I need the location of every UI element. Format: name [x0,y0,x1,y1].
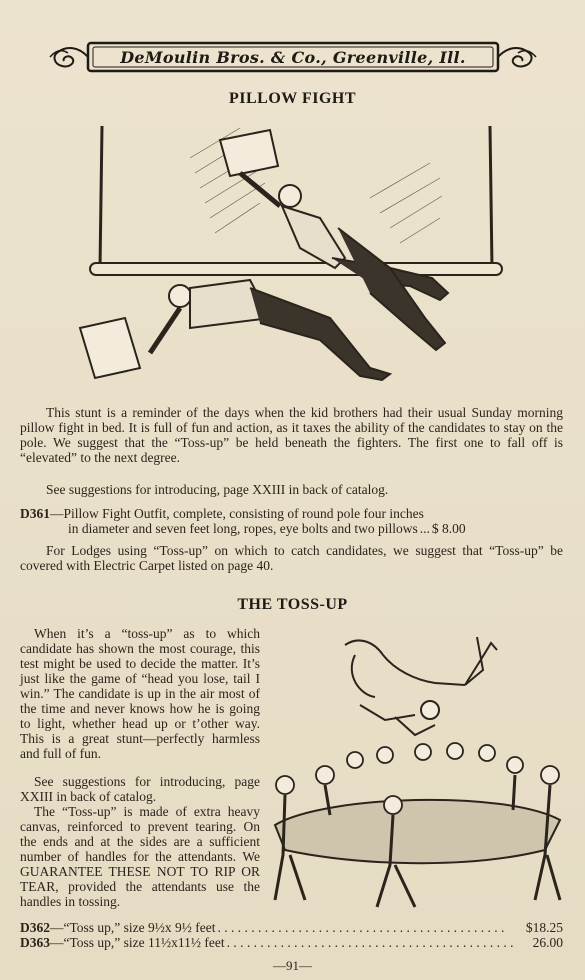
banner-title: DeMoulin Bros. & Co., Greenville, Ill. [120,47,466,67]
item-d362-desc: —“Toss up,” size 9½x 9½ feet [50,920,216,935]
item-d362: D362 —“Toss up,” size 9½x 9½ feet . . . . . . . . . . . . . . . . . . . . . . . . . . . . . . . . . . . . . . . . . . . $18.25 [20,920,563,935]
item-d363-price: 26.00 [532,935,563,950]
item-d361-price: $ 8.00 [431,521,466,536]
item-d363-code: D363 [20,935,50,950]
item-d363: D363 —“Toss up,” size 11½x11½ feet . . . . . . . . . . . . . . . . . . . . . . . . . . . . . . . . . . . . . . . . . . . 26.00 [20,935,563,950]
pillow-fight-description: This stunt is a reminder of the days when the kid brothers had their usual Sunday morning pillow fight in bed. It is full of fun and action, as it taxes the ability of the candidates to stay on the pole. We suggest that the “Toss-up” be held beneath the fighters. The first one to fall off is “elevated” to the next degree. [20,405,563,465]
page-number: —91— [273,958,312,973]
item-d361-desc-2: in diameter and seven feet long, ropes, eye bolts and two pillows [68,521,418,536]
item-d363-desc: —“Toss up,” size 11½x11½ feet [50,935,225,950]
toss-up-illustration [265,625,570,910]
header-banner [48,40,538,74]
toss-up-title: THE TOSS-UP [237,596,348,613]
electric-carpet-note: For Lodges using “Toss-up” on which to catch candidates, we suggest that “Toss-up” be covered with Electric Carpet listed on page 40. [20,543,563,573]
toss-up-details: The “Toss-up” is made of extra heavy canvas, reinforced to prevent tearing. On the ends and at the sides are a sufficient number of handles for the attendants. We GUARANTEE THESE NOT TO RIP OR TEAR, provided the attendants use the handles in tossing. [20,804,260,909]
toss-up-description: When it’s a “toss-up” as to which candidate has shown the most courage, this test might be used to decide the matter. It’s just like the game of “head you lose, tail I win.” The candidate is up in the air most of the time and never knows how he is going to light, whether head up or t’other way. This is a great stunt—perfectly harmless and full of fun. [20,626,260,761]
item-d361: D361—Pillow Fight Outfit, complete, consisting of round pole four inches in diameter and seven feet long, ropes, eye bolts and two pillows ... $ 8.00 [20,506,466,536]
pillow-fight-illustration [70,118,515,398]
item-d362-price: $18.25 [525,920,563,935]
pillow-fight-suggestion: See suggestions for introducing, page XXIII in back of catalog. [46,482,389,497]
item-d362-code: D362 [20,920,50,935]
item-d361-code: D361 [20,506,50,521]
item-d361-desc-1: —Pillow Fight Outfit, complete, consisting of round pole four inches [50,506,424,521]
pillow-fight-title: PILLOW FIGHT [228,90,357,107]
toss-up-suggestion: See suggestions for introducing, page XXIII in back of catalog. [20,774,260,804]
